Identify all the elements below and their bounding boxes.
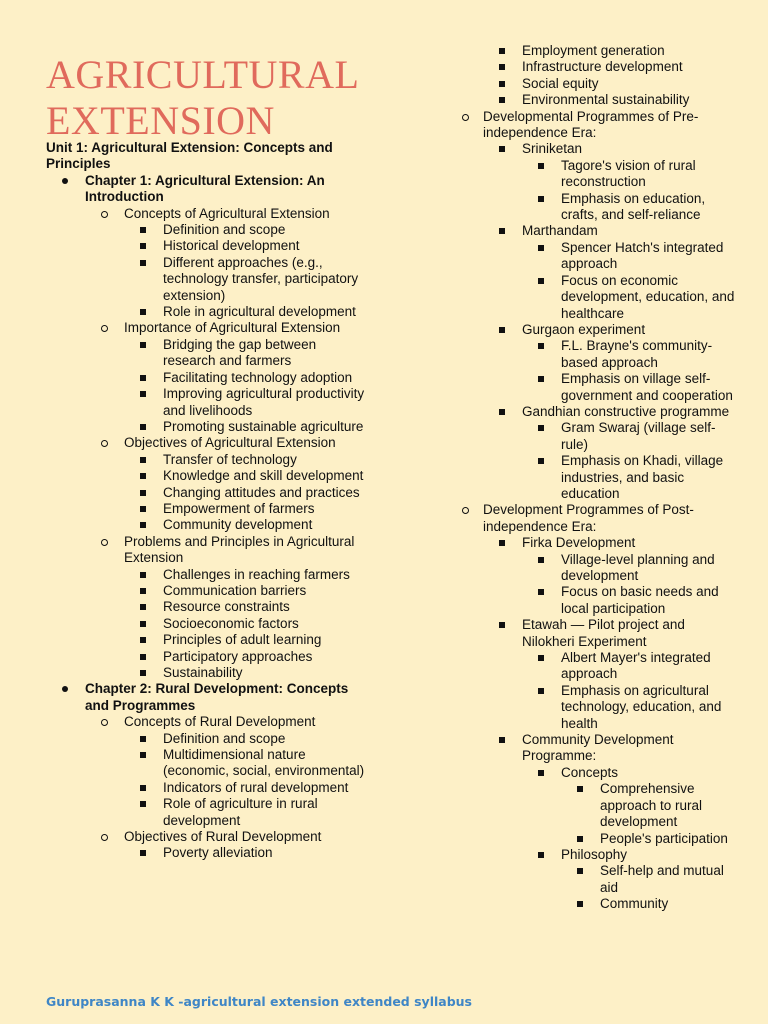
programme-label: Community Development Programme: [522, 732, 674, 764]
section-label: Objectives of Rural Development [124, 829, 322, 845]
programme-etawah [483, 617, 735, 732]
programme-label: Etawah — Pilot project and Nilokheri Experiment [522, 617, 685, 649]
chapter-2-title: Chapter 2: Rural Development: Concepts and Programmes [85, 681, 349, 713]
list-item: Role in agricultural development [124, 304, 366, 320]
list-item: Knowledge and skill development [124, 468, 366, 484]
list-item: Emphasis on education, crafts, and self-reliance [522, 191, 735, 224]
section-label: Importance of Agricultural Extension [124, 320, 341, 336]
list-item: Self-help and mutual aid [561, 863, 735, 896]
section-objectives-rd [85, 829, 366, 862]
list-item: Spencer Hatch's integrated approach [522, 240, 735, 273]
title-line-2: EXTENSION [46, 98, 275, 143]
document-title [46, 52, 366, 144]
section-pre-independence [460, 109, 735, 503]
chapter-2 [46, 681, 366, 861]
section-label: Problems and Principles in Agricultural Extension [124, 533, 355, 566]
list-item: Empowerment of farmers [124, 501, 366, 517]
list-item: Challenges in reaching farmers [124, 567, 366, 583]
section-label: Developmental Programmes of Pre-independence Era: [483, 108, 699, 141]
right-column [460, 43, 735, 913]
list-item: Communication barriers [124, 583, 366, 599]
section-concepts-rd [85, 714, 366, 829]
section-concepts-ae [85, 206, 366, 321]
programme-label: Sriniketan [522, 141, 583, 157]
list-item: Improving agricultural productivity and livelihoods [124, 386, 366, 419]
footer-credit: Guruprasanna K K -agricultural extension extended syllabus [46, 994, 472, 1009]
programme-label: Gurgaon experiment [522, 321, 646, 337]
section-label: Development Programmes of Post-independence Era: [483, 502, 694, 534]
list-item: Emphasis on village self-government and cooperation [522, 371, 735, 404]
programme-gurgaon [483, 322, 735, 404]
chapter-1-title: Chapter 1: Agricultural Extension: An Introduction [85, 172, 325, 205]
list-item: Emphasis on Khadi, village industries, and basic education [522, 453, 735, 502]
list-item: Poverty alleviation [124, 845, 366, 861]
subprogramme-label: Philosophy [561, 846, 628, 862]
list-item: Definition and scope [124, 222, 366, 238]
section-problems-principles [85, 534, 366, 682]
list-item: Social equity [460, 76, 735, 92]
list-item: Transfer of technology [124, 452, 366, 468]
list-item: Historical development [124, 238, 366, 254]
list-item: Infrastructure development [460, 59, 735, 75]
subprogramme-label: Concepts [561, 764, 619, 780]
programme-sriniketan [483, 141, 735, 223]
list-item: Changing attitudes and practices [124, 485, 366, 501]
programme-gandhian [483, 404, 735, 502]
list-item: Definition and scope [124, 731, 366, 747]
list-item: Environmental sustainability [460, 92, 735, 108]
list-item: Emphasis on agricultural technology, education, and health [522, 683, 735, 732]
programme-label: Marthandam [522, 223, 598, 239]
list-item: Comprehensive approach to rural development [561, 781, 735, 830]
list-item: Bridging the gap between research and farmers [124, 337, 366, 370]
section-label: Objectives of Agricultural Extension [124, 435, 336, 451]
section-post-independence [460, 502, 735, 912]
section-objectives-ae [85, 435, 366, 533]
list-item: F.L. Brayne's community-based approach [522, 338, 735, 371]
list-item: Principles of adult learning [124, 632, 366, 648]
section-label: Concepts of Agricultural Extension [124, 205, 330, 221]
chapter-1 [46, 173, 366, 682]
list-item: Gram Swaraj (village self-rule) [522, 420, 735, 453]
programme-firka [483, 535, 735, 617]
cdp-concepts [522, 765, 735, 847]
list-item: Tagore's vision of rural reconstruction [522, 158, 735, 191]
list-item: Different approaches (e.g., technology transfer, participatory extension) [124, 255, 366, 304]
list-item: Multidimensional nature (economic, social, environmental) [124, 747, 366, 780]
unit-heading: Unit 1: Agricultural Extension: Concepts and Principles [46, 140, 333, 172]
list-item: Sustainability [124, 665, 366, 681]
list-item: People's participation [561, 831, 735, 847]
section-label: Concepts of Rural Development [124, 714, 316, 730]
list-item: Facilitating technology adoption [124, 370, 366, 386]
left-column [46, 52, 366, 862]
title-line-1: AGRICULTURAL [46, 52, 360, 97]
list-item: Community [561, 896, 735, 912]
programmes-list [460, 109, 735, 913]
list-item: Promoting sustainable agriculture [124, 419, 366, 435]
list-item: Focus on basic needs and local participation [522, 584, 735, 617]
list-item: Role of agriculture in rural development [124, 796, 366, 829]
chapter-list [46, 173, 366, 862]
list-item: Community development [124, 517, 366, 533]
list-item: Resource constraints [124, 599, 366, 615]
programme-label: Gandhian constructive programme [522, 403, 730, 419]
list-item: Albert Mayer's integrated approach [522, 650, 735, 683]
list-item: Participatory approaches [124, 649, 366, 665]
programme-marthandam [483, 223, 735, 321]
programme-cdp [483, 732, 735, 912]
objectives-rd-continued [460, 43, 735, 109]
programme-label: Firka Development [522, 535, 636, 551]
list-item: Socioeconomic factors [124, 616, 366, 632]
list-item: Focus on economic development, education, and healthcare [522, 273, 735, 322]
cdp-philosophy [522, 847, 735, 913]
list-item: Employment generation [460, 43, 735, 59]
section-importance-ae [85, 320, 366, 435]
list-item: Indicators of rural development [124, 780, 366, 796]
list-item: Village-level planning and development [522, 552, 735, 585]
